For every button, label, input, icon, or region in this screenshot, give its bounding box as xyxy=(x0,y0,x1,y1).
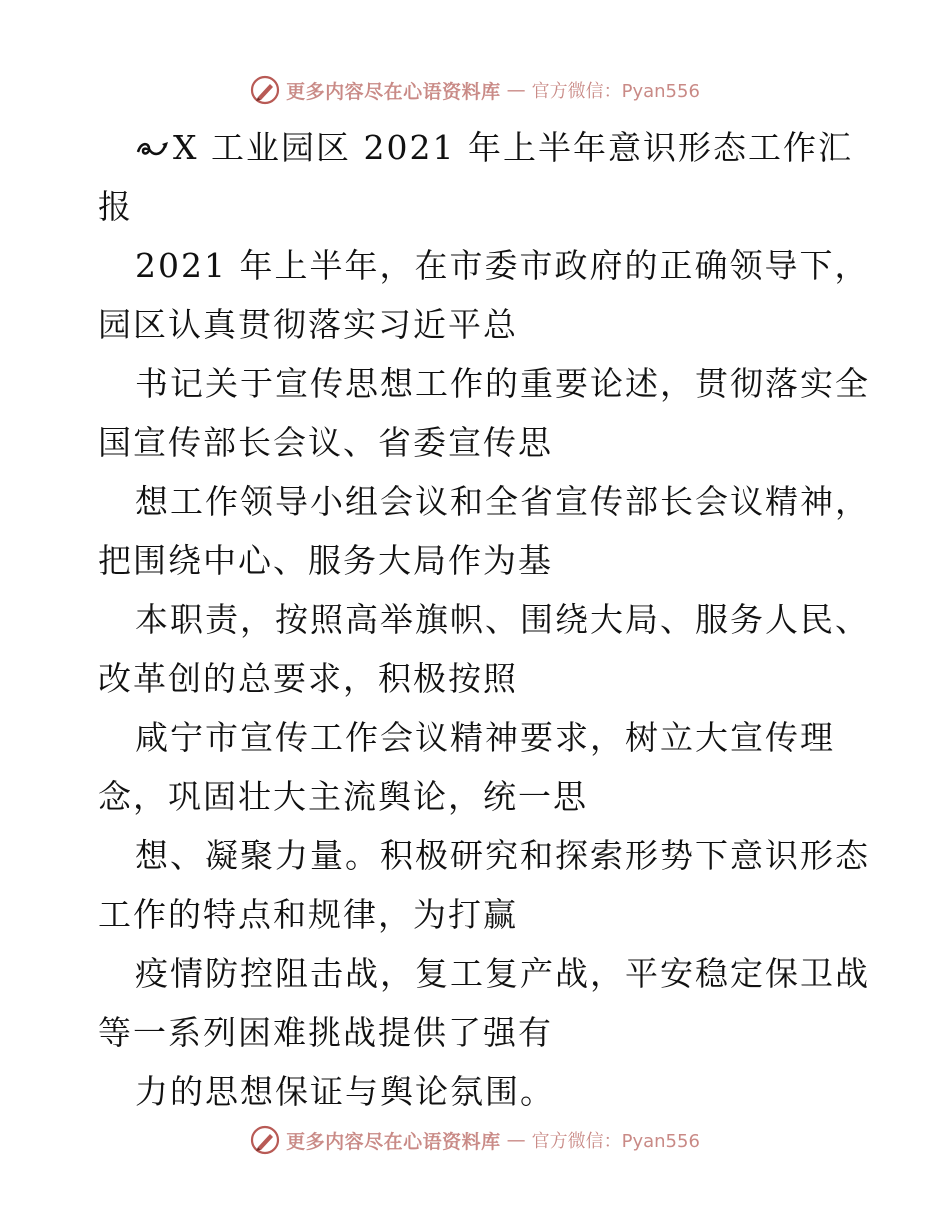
body-line: 想、凝聚力量。积极研究和探索形势下意识形态 xyxy=(135,836,870,875)
body-line: 咸宁市宣传工作会议精神要求，树立大宣传理 xyxy=(135,718,835,757)
footer-watermark xyxy=(0,1122,950,1158)
document-title-text: X 工业园区 2021 年上半年意识形态工作汇 xyxy=(173,128,853,167)
body-line: 2021 年上半年，在市委市政府的正确领导下， xyxy=(135,246,870,285)
watermark-brand-text: 更多内容尽在心语资料库 xyxy=(286,1130,501,1153)
watermark-brand-text: 更多内容尽在心语资料库 xyxy=(286,80,501,103)
pen-logo-icon xyxy=(250,1125,280,1155)
body-line: 等一系列困难挑战提供了强有 xyxy=(98,1013,553,1052)
watermark-wechat-text: 官方微信：Pyan556 xyxy=(531,1131,700,1152)
body-line: 本职责，按照高举旗帜、围绕大局、服务人民、 xyxy=(135,600,870,639)
body-line: 园区认真贯彻落实习近平总 xyxy=(98,305,518,344)
watermark-wechat-text: 官方微信：Pyan556 xyxy=(531,81,700,102)
pen-logo-icon xyxy=(250,75,280,105)
header-watermark xyxy=(0,72,950,108)
body-line: 疫情防控阻击战，复工复产战，平安稳定保卫战 xyxy=(135,954,870,993)
body-line: 工作的特点和规律，为打赢 xyxy=(98,895,518,934)
body-line: 改革创的总要求，积极按照 xyxy=(98,659,518,698)
body-line: 把围绕中心、服务大局作为基 xyxy=(98,541,553,580)
body-line: 念，巩固壮大主流舆论，统一思 xyxy=(98,777,588,816)
body-line: 书记关于宣传思想工作的重要论述，贯彻落实全 xyxy=(135,364,870,403)
body-line: 想工作领导小组会议和全省宣传部长会议精神， xyxy=(135,482,870,521)
document-title-line-2: 报 xyxy=(98,187,133,226)
watermark-separator: — xyxy=(506,79,526,101)
body-line: 国宣传部长会议、省委宣传思 xyxy=(98,423,553,462)
watermark-separator: — xyxy=(506,1129,526,1151)
body-line: 力的思想保证与舆论氛围。 xyxy=(135,1072,555,1111)
document-title-line-1 xyxy=(135,128,950,168)
decorative-swirl-icon xyxy=(135,134,171,162)
